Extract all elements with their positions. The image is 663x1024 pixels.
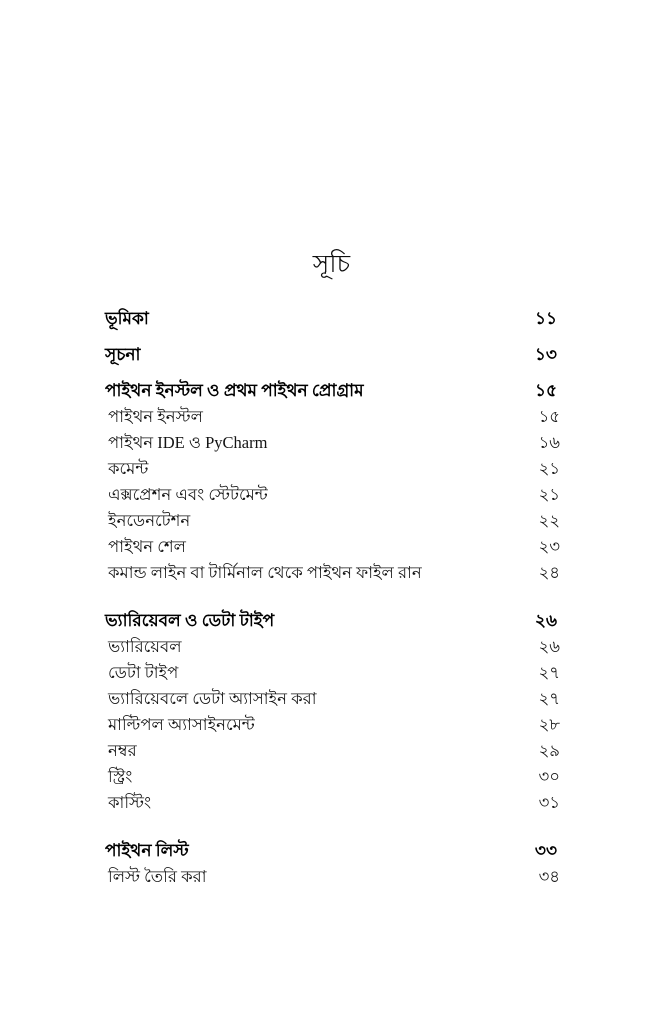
toc-entry[interactable] <box>105 686 560 712</box>
toc-entry-page-number: ৩১ <box>538 793 560 812</box>
toc-entry-label: পাইথন ইনস্টল <box>108 407 203 426</box>
toc-entry-label: লিস্ট তৈরি করা <box>108 867 207 886</box>
toc-entry-label: কাস্টিং <box>108 793 152 812</box>
toc-entry-page-number: ২১ <box>538 485 560 504</box>
toc-entry-page-number: ২৬ <box>538 637 560 656</box>
toc-entry-page-number: ২৪ <box>538 563 560 582</box>
toc-entry-label: পাইথন লিস্ট <box>105 841 189 860</box>
toc-entry-label: এক্সপ্রেশন এবং স্টেটমেন্ট <box>108 485 268 504</box>
toc-entry[interactable] <box>105 482 560 508</box>
toc-entry[interactable] <box>105 712 560 738</box>
toc-entry-page-number: ২৬ <box>534 611 557 630</box>
toc-entry-label: ইনডেনটেশন <box>108 511 191 530</box>
toc-entry[interactable] <box>105 608 557 634</box>
toc-entry-page-number: ২২ <box>538 511 560 530</box>
toc-entry-label: সূচনা <box>105 345 141 364</box>
toc-entry-label: পাইথন ইনস্টল ও প্রথম পাইথন প্রোগ্রাম <box>105 381 364 400</box>
toc-entry-label: ডেটা টাইপ <box>108 663 179 682</box>
toc-entry[interactable] <box>105 534 560 560</box>
toc-entry[interactable] <box>105 342 557 368</box>
toc-entry-label: ভ্যারিয়েবলে ডেটা অ্যাসাইন করা <box>108 689 317 708</box>
toc-entry[interactable] <box>105 560 560 586</box>
toc-entry-page-number: ৩৪ <box>538 867 560 886</box>
toc-entry-page-number: ১৫ <box>538 407 560 426</box>
toc-entry[interactable] <box>105 738 560 764</box>
toc-entry[interactable] <box>105 838 557 864</box>
page-title: সূচি <box>312 251 351 278</box>
toc-entry[interactable] <box>105 508 560 534</box>
toc-entry-label: ভ্যারিয়েবল ও ডেটা টাইপ <box>105 611 275 630</box>
toc-entry-page-number: ৩৩ <box>534 841 557 860</box>
toc-entry[interactable] <box>105 378 557 404</box>
toc-entry-label: পাইথন শেল <box>108 537 186 556</box>
toc-entry[interactable] <box>105 660 560 686</box>
toc-entry[interactable] <box>105 456 560 482</box>
toc-entry-page-number: ২১ <box>538 459 560 478</box>
toc-entry-page-number: ২৭ <box>538 663 560 682</box>
toc-entry-label: কমান্ড লাইন বা টার্মিনাল থেকে পাইথন ফাইল রান <box>108 563 422 582</box>
toc-entry[interactable] <box>105 306 557 332</box>
toc-entry[interactable] <box>105 634 560 660</box>
toc-entry-page-number: ১৩ <box>534 345 557 364</box>
toc-entry-page-number: ১১ <box>534 309 557 328</box>
toc-entry-label: স্ট্রিং <box>108 767 133 786</box>
table-of-contents <box>105 306 560 890</box>
toc-entry-page-number: ১৫ <box>534 381 557 400</box>
toc-entry-label: পাইথন IDE ও PyCharm <box>108 433 268 452</box>
toc-entry-page-number: ২৭ <box>538 689 560 708</box>
toc-entry-label: ভ্যারিয়েবল <box>108 637 182 656</box>
toc-entry-label: মাল্টিপল অ্যাসাইনমেন্ট <box>108 715 255 734</box>
toc-entry-page-number: ৩০ <box>538 767 560 786</box>
toc-entry-page-number: ২৮ <box>538 715 560 734</box>
toc-entry[interactable] <box>105 404 560 430</box>
toc-entry[interactable] <box>105 430 560 456</box>
toc-entry[interactable] <box>105 790 560 816</box>
toc-entry-page-number: ২৩ <box>538 537 560 556</box>
toc-entry-page-number: ২৯ <box>538 741 560 760</box>
toc-entry-page-number: ১৬ <box>538 433 560 452</box>
toc-entry[interactable] <box>105 864 560 890</box>
toc-entry[interactable] <box>105 764 560 790</box>
toc-entry-label: নম্বর <box>108 741 137 760</box>
toc-entry-label: কমেন্ট <box>108 459 149 478</box>
toc-entry-label: ভূমিকা <box>105 309 149 328</box>
